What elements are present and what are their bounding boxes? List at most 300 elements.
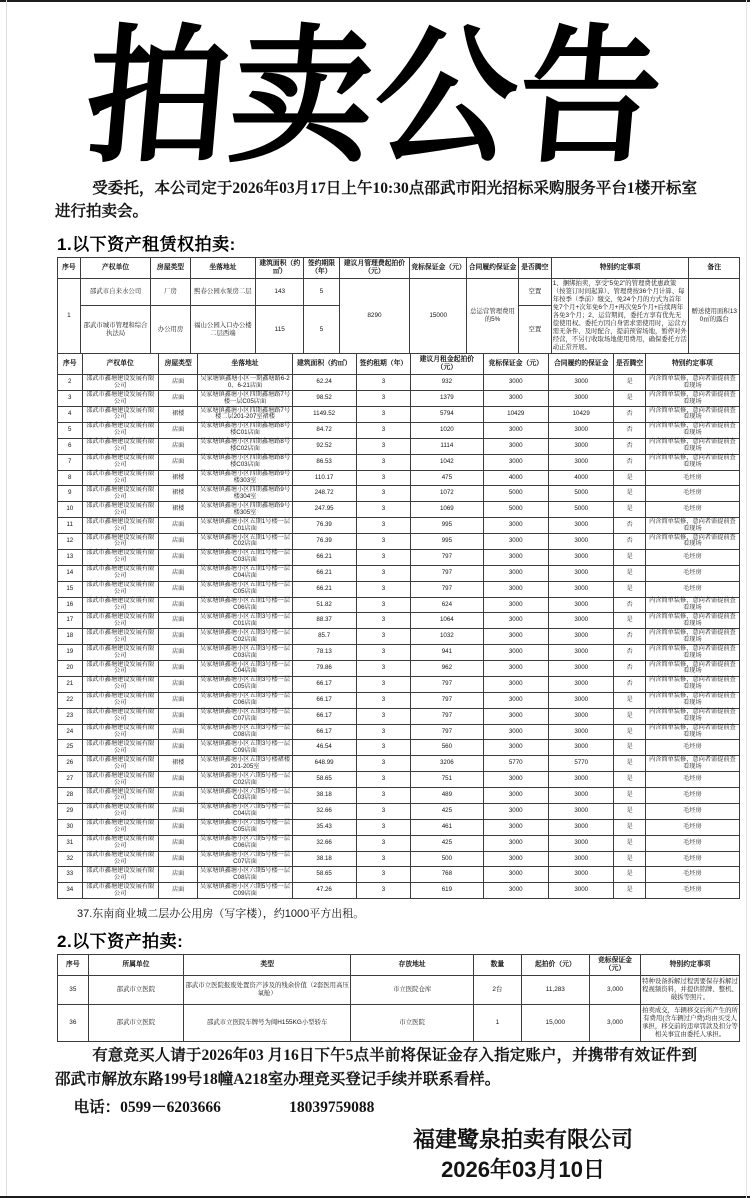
- table-cell: 5000: [548, 486, 613, 502]
- table-cell: 27: [58, 772, 83, 788]
- table-cell: 邵武市鑫塘建设发展有限公司: [82, 835, 158, 851]
- table-cell: 5000: [548, 502, 613, 518]
- table-cell: 768: [411, 867, 483, 883]
- table-cell: 3000: [548, 788, 613, 804]
- table-cell: 邵武市鑫塘建设发展有限公司: [82, 819, 158, 835]
- table-cell: 内含简单装修，意向者需提前查看现场: [645, 692, 739, 708]
- table-cell: 特种设备拆解过程需要保存拆解过程视频资料，并提供铭牌、整机、破拆等照片。: [641, 976, 740, 1005]
- table-cell: 3: [356, 676, 411, 692]
- table-row: [58, 502, 740, 518]
- table-cell: 3000: [483, 819, 548, 835]
- table-cell: 3000: [548, 708, 613, 724]
- table-cell: 否: [614, 645, 645, 661]
- table-cell: 66.21: [292, 549, 356, 565]
- table-cell: 否: [614, 597, 645, 613]
- table-cell: 总运营管理费用的5%: [467, 278, 519, 353]
- table-cell: 941: [411, 645, 483, 661]
- table-cell: 24: [58, 724, 83, 740]
- table-cell: 3000: [483, 803, 548, 819]
- table-cell: 毛坯房: [645, 867, 739, 883]
- table-cell: 66.17: [292, 692, 356, 708]
- table-cell: 560: [411, 740, 483, 756]
- section2-heading: 2.以下资产拍卖:: [57, 932, 184, 952]
- table-cell: 5770: [483, 756, 548, 772]
- table-cell: 8: [58, 470, 83, 486]
- table-cell: 邵武市鑫塘建设发展有限公司: [82, 375, 158, 391]
- table-cell: 邵武市鑫塘建设发展有限公司: [82, 486, 158, 502]
- table-cell: 毛坯房: [645, 883, 739, 899]
- table-cell: 3000: [483, 597, 548, 613]
- table-cell: 3000: [548, 422, 613, 438]
- table-cell: 店面: [158, 629, 198, 645]
- table-cell: 吴家塘镇鑫塘小区六期5号楼一层C02店面: [198, 772, 292, 788]
- table-cell: 内含简单装修，意向者需提前查看现场: [645, 708, 739, 724]
- table-cell: 是: [614, 502, 645, 518]
- table-row: [58, 565, 740, 581]
- table-cell: 3: [356, 438, 411, 454]
- table-cell: 邵武市城市管理和综合执法局: [80, 306, 151, 354]
- table-cell: 吴家塘镇鑫塘小区六期5号楼一层C08店面: [198, 867, 292, 883]
- intro-paragraph: 受委托，本公司定于2026年03月17日上午10:30点邵武市阳光招标采购服务平台1楼开标室进行拍卖会。: [55, 180, 697, 221]
- table-cell: 9: [58, 486, 83, 502]
- phone-number-2: 18039759088: [289, 1098, 375, 1116]
- column-header: 序号: [58, 955, 89, 976]
- table-cell: 98.52: [292, 391, 356, 407]
- table-cell: 裙楼: [158, 756, 198, 772]
- table-cell: 3000: [483, 740, 548, 756]
- table-cell: 3000: [548, 867, 613, 883]
- table-cell: 吴家塘镇鑫塘小区四期鑫塘路9号楼304室: [198, 486, 292, 502]
- table-cell: 3000: [548, 581, 613, 597]
- column-header: 合同履约的保证金: [548, 353, 613, 374]
- table-cell: 毛坯房: [645, 788, 739, 804]
- table-cell: 46.54: [292, 740, 356, 756]
- table-cell: 16: [58, 597, 83, 613]
- table-cell: 461: [411, 819, 483, 835]
- table-cell: 店面: [158, 676, 198, 692]
- table-cell: 是: [614, 692, 645, 708]
- table-cell: 19: [58, 645, 83, 661]
- table-cell: 6: [58, 438, 83, 454]
- table-cell: 否: [614, 534, 645, 550]
- table-cell: 是: [614, 581, 645, 597]
- table-cell: 995: [411, 518, 483, 534]
- table-cell: 3000: [483, 708, 548, 724]
- note-item-37: 37.东南商业城二层办公用房（写字楼），约1000平方出租。: [77, 908, 365, 921]
- table-cell: 3000: [548, 454, 613, 470]
- table-cell: 15,000: [521, 1005, 589, 1042]
- signature-block: [353, 1125, 693, 1184]
- table-cell: 吴家塘镇鑫塘小区五期3号楼裙楼201-205室: [198, 756, 292, 772]
- table-row: [58, 788, 740, 804]
- table-cell: 248.72: [292, 486, 356, 502]
- table-cell: 店面: [158, 724, 198, 740]
- table-cell: 3000: [548, 851, 613, 867]
- table-cell: 1042: [411, 454, 483, 470]
- table-cell: 475: [411, 470, 483, 486]
- table-row: [58, 518, 740, 534]
- table-cell: 吴家塘镇鑫塘小区六期5号楼一层C07店面: [198, 851, 292, 867]
- table-cell: 797: [411, 549, 483, 565]
- table-cell: 是: [614, 835, 645, 851]
- table-cell: 3000: [483, 788, 548, 804]
- table-cell: 是: [614, 756, 645, 772]
- table-cell: 店面: [158, 454, 198, 470]
- table-cell: 吴家塘镇鑫塘小区五期3号楼一层C09店面: [198, 740, 292, 756]
- table-cell: 3: [356, 502, 411, 518]
- table-cell: 425: [411, 803, 483, 819]
- table-cell: 3000: [548, 724, 613, 740]
- table-cell: 吴家塘镇鑫塘小区六期5号楼一层C03店面: [198, 788, 292, 804]
- table-cell: 3: [356, 549, 411, 565]
- table-cell: 31: [58, 835, 83, 851]
- table-row: [58, 708, 740, 724]
- table-cell: 邵武市鑫塘建设发展有限公司: [82, 534, 158, 550]
- table-cell: 34: [58, 883, 83, 899]
- column-header: 特别约定事项: [551, 257, 689, 278]
- table-cell: 3: [356, 803, 411, 819]
- table-cell: 吴家塘镇鑫塘小区五期3号楼一层C05店面: [198, 676, 292, 692]
- table-cell: 5770: [548, 756, 613, 772]
- table-row: [58, 772, 740, 788]
- table-cell: 是: [614, 470, 645, 486]
- table-cell: 店面: [158, 835, 198, 851]
- table-cell: 3: [356, 470, 411, 486]
- table-cell: 邵武市鑫塘建设发展有限公司: [82, 581, 158, 597]
- table-cell: 79.86: [292, 661, 356, 677]
- table-cell: 吴家塘镇鑫塘小区四期鑫塘路7号楼二层201-207室裙楼: [198, 407, 292, 423]
- table-cell: 1064: [411, 613, 483, 629]
- column-header: 建议月管理费起拍价（元）: [339, 257, 410, 278]
- table-cell: 3000: [548, 438, 613, 454]
- table-cell: 88.37: [292, 613, 356, 629]
- table-cell: 是: [614, 724, 645, 740]
- table-cell: 51.82: [292, 597, 356, 613]
- announcement-page: [0, 14, 750, 1198]
- table-cell: 247.95: [292, 502, 356, 518]
- table-cell: 店面: [158, 534, 198, 550]
- table-cell: 3: [356, 629, 411, 645]
- table-cell: 15: [58, 581, 83, 597]
- column-header: 序号: [58, 257, 81, 278]
- lease-rights-table-2: [57, 353, 740, 899]
- table-cell: 邵武市鑫塘建设发展有限公司: [82, 883, 158, 899]
- table-cell: 是: [614, 788, 645, 804]
- table-row: [58, 534, 740, 550]
- table-cell: 3: [356, 486, 411, 502]
- table-cell: 裙楼: [158, 470, 198, 486]
- table-cell: 邵武市立医院: [88, 1005, 183, 1042]
- table-cell: 3000: [548, 883, 613, 899]
- table-cell: 内含简单装修，意向者需提前查看现场: [645, 629, 739, 645]
- table-cell: 85.7: [292, 629, 356, 645]
- table-row: [58, 835, 740, 851]
- table-cell: 空置: [518, 278, 551, 306]
- table-cell: 3: [356, 756, 411, 772]
- table-cell: 邵武市鑫塘建设发展有限公司: [82, 867, 158, 883]
- table-cell: 110.17: [292, 470, 356, 486]
- table-cell: 76.39: [292, 518, 356, 534]
- table-cell: 否: [614, 629, 645, 645]
- table-cell: 35.43: [292, 819, 356, 835]
- table-cell: 内含简单装修，意向者需提前查看现场: [645, 518, 739, 534]
- table-cell: 3000: [483, 692, 548, 708]
- table-cell: 店面: [158, 438, 198, 454]
- table-cell: 内含简单装修，意向者需提前查看现场: [645, 375, 739, 391]
- table-cell: 吴家塘镇鑫塘小区五期1号楼一层C01店面: [198, 518, 292, 534]
- table-cell: 17: [58, 613, 83, 629]
- table-row: [58, 454, 740, 470]
- column-header: 存放地址: [351, 955, 474, 976]
- table-cell: 3000: [483, 613, 548, 629]
- table-cell: 3000: [548, 645, 613, 661]
- table-cell: 市立医院仓库: [351, 976, 474, 1005]
- table-cell: 5000: [483, 486, 548, 502]
- table-cell: 内含简单装修，意向者需提前查看现场: [645, 645, 739, 661]
- table-cell: 3: [356, 724, 411, 740]
- table-cell: 10429: [548, 407, 613, 423]
- table-cell: 1114: [411, 438, 483, 454]
- remark-cell: 赠送使用面积130㎡的露台: [689, 278, 740, 353]
- table-cell: 店面: [158, 883, 198, 899]
- table-cell: 995: [411, 534, 483, 550]
- table-cell: 3000: [483, 883, 548, 899]
- table-cell: 10429: [483, 407, 548, 423]
- table-cell: 29: [58, 803, 83, 819]
- column-header: 建议月租金起拍价（元）: [411, 353, 483, 374]
- table-cell: 62.24: [292, 375, 356, 391]
- table-cell: 3000: [548, 534, 613, 550]
- table-cell: 吴家塘镇鑫塘小区五期3号楼一层C07店面: [198, 708, 292, 724]
- table-cell: 是: [614, 883, 645, 899]
- lease-table1-wrap: [57, 257, 740, 900]
- table-cell: 5000: [483, 502, 548, 518]
- table-cell: 店面: [158, 375, 198, 391]
- scan-top-edge: [0, 0, 750, 2]
- column-header: 建筑面积（约㎡）: [292, 353, 356, 374]
- table-cell: 吴家塘镇鑫塘小区五期1号楼一层C05店面: [198, 581, 292, 597]
- table-cell: 邵武市鑫塘建设发展有限公司: [82, 772, 158, 788]
- table-cell: 35: [58, 976, 89, 1005]
- table-cell: 邵武市鑫塘建设发展有限公司: [82, 502, 158, 518]
- company-name: 福建鹭泉拍卖有限公司: [413, 1126, 634, 1152]
- column-header: 坐落地址: [198, 353, 292, 374]
- table-cell: 38.18: [292, 788, 356, 804]
- table-cell: 3: [356, 883, 411, 899]
- table-cell: 店面: [158, 391, 198, 407]
- phone-label: 电话：: [73, 1098, 121, 1116]
- table-cell: 32: [58, 851, 83, 867]
- deadline-paragraph: 有意竞买人请于2026年03 月16日下午5点半前将保证金存入指定账户，并携带有效证件到邵武市解放东路199号18幢A218室办理竞买登记手续并联系看样。: [55, 1047, 697, 1088]
- table-cell: 店面: [158, 851, 198, 867]
- table-cell: 3000: [548, 629, 613, 645]
- table-cell: 76.39: [292, 534, 356, 550]
- table-cell: 邵武市鑫塘建设发展有限公司: [82, 708, 158, 724]
- table-cell: 3000: [483, 518, 548, 534]
- table-cell: 3000: [548, 613, 613, 629]
- table-cell: 3000: [483, 867, 548, 883]
- table-cell: 吴家塘镇鑫塘小区五期3号楼一层C03店面: [198, 645, 292, 661]
- table-cell: 3000: [548, 391, 613, 407]
- table-cell: 否: [614, 454, 645, 470]
- table-cell: 1149.52: [292, 407, 356, 423]
- table-cell: 店面: [158, 581, 198, 597]
- phone-line: [55, 1095, 697, 1117]
- table-cell: 26: [58, 756, 83, 772]
- table-cell: 店面: [158, 708, 198, 724]
- column-header: 类型: [184, 955, 351, 976]
- table-cell: 吴家塘镇鑫塘小区五期3号楼一层C01店面: [198, 613, 292, 629]
- table-cell: 邵武市鑫塘建设发展有限公司: [82, 756, 158, 772]
- table-cell: 3000: [548, 835, 613, 851]
- table-cell: 66.17: [292, 676, 356, 692]
- column-header: 数量: [474, 955, 522, 976]
- column-header: 备注: [689, 257, 740, 278]
- column-header: 坐落地址: [190, 257, 256, 278]
- table-cell: 66.17: [292, 724, 356, 740]
- table-cell: 3: [356, 661, 411, 677]
- special-terms-cell: 1、捆绑拍卖，享受“5免2”的管理费优惠政策（按签订时间起算）、管理费按36个月计算、每年按季（季前）缴交，免24个月的方式为首年免7个月+次年免6个月+再次免5个月+后续两年各免3个月；2、运营期间，委托方享有优先无偿使用权。委托方因自身需求需使用时，运营方需无条件、及时配合，提前预留场地，暂停对外经营，不另行收取场地使用费用，确保委托方活动正常开展。: [551, 278, 689, 353]
- table-cell: 47.26: [292, 883, 356, 899]
- column-header: 建筑面积（约㎡）: [256, 257, 304, 278]
- table-cell: 86.53: [292, 454, 356, 470]
- table-cell: 店面: [158, 661, 198, 677]
- table2-header-row: [58, 353, 740, 374]
- table-row: [58, 470, 740, 486]
- table-row: [58, 597, 740, 613]
- table-cell: 66.17: [292, 708, 356, 724]
- table-cell: 吴家塘镇鑫塘小区四期鑫塘路7号楼一层C05店面: [198, 391, 292, 407]
- table-cell: 3000: [548, 740, 613, 756]
- table-cell: 5: [58, 422, 83, 438]
- table-cell: 邵武市立医院车牌号为闽H155KG小型轿车: [184, 1005, 351, 1042]
- table-cell: 143: [256, 278, 304, 306]
- phone-number-1: 0599－6203666: [120, 1098, 221, 1116]
- table-cell: 797: [411, 581, 483, 597]
- table-cell: 3000: [548, 565, 613, 581]
- table-cell: 3000: [483, 851, 548, 867]
- table-cell: 拍卖成交，车辆移交后所产生的所有费用(含车辆过户费)均由买受人承担，移交前的违章罚款及扣分等相关事宜由委托人承担。: [641, 1005, 740, 1042]
- table-cell: 毛坯房: [645, 565, 739, 581]
- table-cell: 14: [58, 565, 83, 581]
- lease-rights-table-1: [57, 257, 740, 354]
- table-cell: 邵武市自来水公司: [80, 278, 151, 306]
- table-cell: 否: [614, 407, 645, 423]
- table-cell: 毛坯房: [645, 502, 739, 518]
- table-cell: 751: [411, 772, 483, 788]
- table-cell: 3000: [483, 835, 548, 851]
- table-cell: 1020: [411, 422, 483, 438]
- table-cell: 裙楼: [158, 407, 198, 423]
- table-cell: 毛坯房: [645, 740, 739, 756]
- table-cell: 3000: [548, 692, 613, 708]
- table-cell: 3: [356, 835, 411, 851]
- table-cell: 店面: [158, 422, 198, 438]
- column-header: 特别约定事项: [645, 353, 739, 374]
- table-row: [58, 883, 740, 899]
- table-cell: 邵武市鑫塘建设发展有限公司: [82, 613, 158, 629]
- table-cell: 邵武市鑫塘建设发展有限公司: [82, 597, 158, 613]
- table-cell: 店面: [158, 549, 198, 565]
- table-cell: 邵武市鑫塘建设发展有限公司: [82, 549, 158, 565]
- table-cell: 3: [356, 788, 411, 804]
- column-header: 房屋类型: [158, 353, 198, 374]
- table-cell: 5: [304, 278, 339, 306]
- table-cell: 3000: [548, 676, 613, 692]
- table-cell: 是: [614, 740, 645, 756]
- table-cell: 3000: [548, 597, 613, 613]
- table-cell: 11,283: [521, 976, 589, 1005]
- table-cell: 797: [411, 708, 483, 724]
- table-cell: 邵武市鑫塘建设发展有限公司: [82, 788, 158, 804]
- table-row: [58, 692, 740, 708]
- table-cell: 3000: [548, 518, 613, 534]
- table-cell: 3: [356, 597, 411, 613]
- table-row: [58, 422, 740, 438]
- table-cell: 3000: [483, 438, 548, 454]
- table-cell: 20: [58, 661, 83, 677]
- table-row: [58, 613, 740, 629]
- table-cell: 4: [58, 407, 83, 423]
- table-cell: 3000: [483, 629, 548, 645]
- table-cell: 邵武市立医院: [88, 976, 183, 1005]
- table3-header-row: [58, 955, 740, 976]
- table-cell: 邵武市鑫塘建设发展有限公司: [82, 470, 158, 486]
- column-header: 合同履约保证金: [467, 257, 519, 278]
- table-cell: 3: [356, 740, 411, 756]
- table-cell: 否: [614, 422, 645, 438]
- table-cell: 裙楼: [158, 486, 198, 502]
- table-cell: 毛坯房: [645, 803, 739, 819]
- table-cell: 2台: [474, 976, 522, 1005]
- table-cell: 66.21: [292, 565, 356, 581]
- table-row: [58, 549, 740, 565]
- table-cell: 内含简单装修，意向者需提前查看现场: [645, 391, 739, 407]
- table-cell: 15000: [410, 278, 467, 353]
- table-cell: 3000: [483, 676, 548, 692]
- table-cell: 3000: [483, 581, 548, 597]
- table-cell: 内含简单装修，意向者需提前查看现场: [645, 661, 739, 677]
- table-cell: 500: [411, 851, 483, 867]
- table-cell: 3000: [548, 819, 613, 835]
- table-cell: 内含简单装修，意向者需提前查看现场: [645, 756, 739, 772]
- table-cell: 3: [356, 422, 411, 438]
- table-cell: 邵武市鑫塘建设发展有限公司: [82, 422, 158, 438]
- table-cell: 3000: [483, 375, 548, 391]
- table-cell: 3: [356, 407, 411, 423]
- table-cell: 吴家塘镇鑫塘小区五期1号楼一层C02店面: [198, 534, 292, 550]
- table-row: [58, 976, 740, 1005]
- table-cell: 店面: [158, 645, 198, 661]
- table-cell: 毛坯房: [645, 581, 739, 597]
- table-cell: 3: [58, 391, 83, 407]
- table-cell: 店面: [158, 772, 198, 788]
- table-cell: 邵武市鑫塘建设发展有限公司: [82, 391, 158, 407]
- table-cell: 裙楼: [158, 502, 198, 518]
- table-cell: 3: [356, 851, 411, 867]
- table-cell: 吴家塘镇鑫塘小区四期鑫塘路8号楼C01店面: [198, 422, 292, 438]
- table-cell: 30: [58, 819, 83, 835]
- table-cell: 邵武市鑫塘建设发展有限公司: [82, 724, 158, 740]
- table-cell: 3: [356, 534, 411, 550]
- table-cell: 吴家塘镇鑫塘小区六期5号楼一层C05店面: [198, 819, 292, 835]
- table-cell: 3: [356, 819, 411, 835]
- table-cell: 是: [614, 803, 645, 819]
- table-cell: 13: [58, 549, 83, 565]
- table-cell: 否: [614, 518, 645, 534]
- table-cell: 熙春公园水泵房二层: [190, 278, 256, 306]
- table-cell: 办公用房: [151, 306, 190, 354]
